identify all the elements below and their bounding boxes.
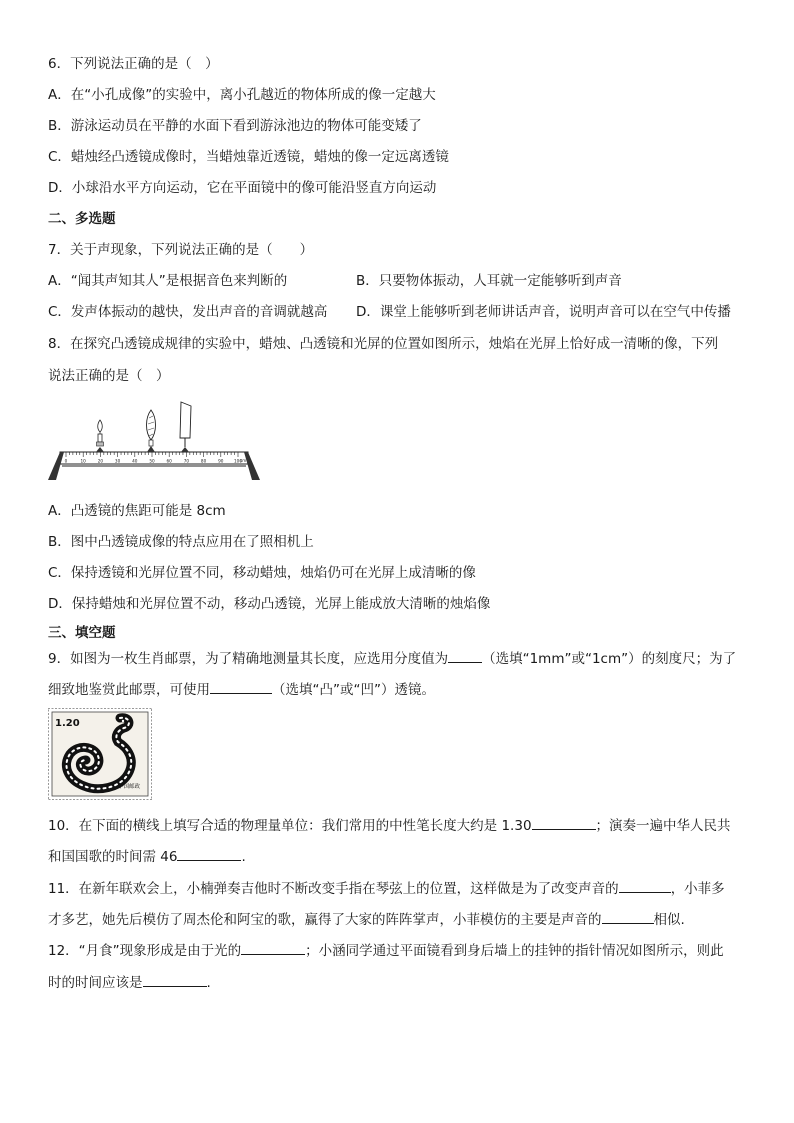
q8-option-c: C．保持透镜和光屏位置不同，移动蜡烛，烛焰仍可在光屏上成清晰的像 — [48, 565, 476, 581]
ruler-tick-label: 40 — [132, 458, 138, 464]
convex-lens — [147, 410, 156, 452]
ruler-tick-label: 20 — [97, 458, 104, 464]
q11-blank-1[interactable] — [619, 878, 671, 893]
q12-text-3: 时的时间应该是 — [48, 975, 143, 991]
q6-option-b: B．游泳运动员在平静的水面下看到游泳池边的物体可能变矮了 — [48, 118, 422, 134]
q10-line1 — [48, 815, 731, 836]
candle — [96, 420, 104, 452]
q11-text-4: 相似. — [653, 912, 685, 928]
q8-stem-line1: 8．在探究凸透镜成规律的实验中，蜡烛、凸透镜和光屏的位置如图所示，烛焰在光屏上恰好成一清晰的像，下列 — [48, 336, 719, 352]
stamp-value: 1.20 — [55, 718, 80, 729]
section-heading-fill-blank: 三、填空题 — [48, 625, 116, 641]
ruler-tick-label: 70 — [183, 458, 190, 464]
q9-line1 — [48, 648, 736, 669]
q7-option-c: C．发声体振动的越快，发出声音的音调就越高 — [48, 304, 328, 320]
q11-text-3: 才多艺，她先后模仿了周杰伦和阿宝的歌，赢得了大家的阵阵掌声，小菲模仿的主要是声音的 — [48, 912, 602, 928]
ruler-tick-label: 90 — [218, 458, 224, 464]
ruler-tick-label: 30 — [114, 458, 121, 464]
ruler-tick-label: 80 — [200, 458, 207, 464]
q9-blank-2[interactable] — [210, 679, 272, 694]
q12-text-2: ；小涵同学通过平面镜看到身后墙上的挂钟的指针情况如图所示，则此 — [305, 943, 724, 959]
q9-line2 — [48, 679, 435, 700]
q10-text-3: 和国国歌的时间需 46 — [48, 849, 178, 865]
q8-option-d: D．保持蜡烛和光屏位置不动，移动凸透镜，光屏上能成放大清晰的烛焰像 — [48, 596, 491, 612]
q11-line1 — [48, 878, 725, 899]
q6-option-c: C．蜡烛经凸透镜成像时，当蜡烛靠近透镜，蜡烛的像一定远离透镜 — [48, 149, 449, 165]
q7-option-a: A．“闻其声知其人”是根据音色来判断的 — [48, 273, 288, 289]
ruler-tick-label: 10 — [80, 458, 86, 464]
optical-bench-figure — [48, 398, 260, 482]
candle-flame — [98, 420, 103, 432]
q12-blank-1[interactable] — [241, 940, 305, 955]
q8-option-a: A．凸透镜的焦距可能是 8cm — [48, 503, 226, 519]
q11-text-1: 11．在新年联欢会上，小楠弹奏吉他时不断改变手指在琴弦上的位置，这样做是为了改变声音的 — [48, 881, 619, 897]
q12-text-1: 12．“月食”现象形成是由于光的 — [48, 943, 242, 959]
q12-line1 — [48, 940, 724, 961]
q8-option-b: B．图中凸透镜成像的特点应用在了照相机上 — [48, 534, 314, 550]
q9-text-4: （选填“凸”或“凹”）透镜。 — [272, 682, 435, 698]
ruler-tick-label: 0 — [64, 458, 68, 464]
q6-option-d: D．小球沿水平方向运动，它在平面镜中的像可能沿竖直方向运动 — [48, 180, 437, 196]
q9-text-3: 细致地鉴赏此邮票，可使用 — [48, 682, 210, 698]
q6-stem: 6．下列说法正确的是（ ） — [48, 56, 219, 72]
q10-blank-2[interactable] — [177, 846, 241, 861]
q10-text-2: ；演奏一遍中华人民共 — [595, 818, 731, 834]
q7-option-d: D．课堂上能够听到老师讲话声音，说明声音可以在空气中传播 — [356, 304, 731, 320]
q9-text-1: 9．如图为一枚生肖邮票，为了精确地测量其长度，应选用分度值为 — [48, 651, 449, 667]
ruler-tick-label: 60 — [166, 458, 172, 464]
q8-stem-line2: 说法正确的是（ ） — [48, 368, 170, 384]
q10-blank-1[interactable] — [532, 815, 596, 830]
right-support — [244, 452, 260, 480]
q11-line2 — [48, 909, 685, 930]
q10-line2 — [48, 846, 246, 867]
q9-text-2: （选填“1mm”或“1cm”）的刻度尺；为了 — [482, 651, 737, 667]
q10-text-1: 10．在下面的横线上填写合适的物理量单位：我们常用的中性笔长度大约是 1.30 — [48, 818, 532, 834]
q11-blank-2[interactable] — [602, 909, 654, 924]
q10-text-4: . — [241, 849, 246, 865]
ruler-tick-label: 50 — [149, 458, 155, 464]
left-support — [48, 452, 64, 480]
q12-blank-2[interactable] — [143, 972, 207, 987]
ruler-tick-label: 100 — [234, 458, 242, 464]
q7-stem: 7．关于声现象，下列说法正确的是（ ） — [48, 242, 314, 258]
stamp-country: 中国邮政 — [118, 784, 141, 790]
light-screen — [180, 402, 191, 452]
q11-text-2: ，小菲多 — [670, 881, 725, 897]
ruler-unit: cm — [240, 458, 247, 463]
q12-text-4: . — [206, 975, 211, 991]
q6-option-a: A．在“小孔成像”的实验中，离小孔越近的物体所成的像一定越大 — [48, 87, 436, 103]
q7-option-b: B．只要物体振动，人耳就一定能够听到声音 — [356, 273, 622, 289]
q12-line2 — [48, 972, 211, 993]
section-heading-multi-choice: 二、多选题 — [48, 211, 116, 227]
zodiac-stamp-image — [48, 708, 152, 800]
q9-blank-1[interactable] — [448, 648, 482, 663]
